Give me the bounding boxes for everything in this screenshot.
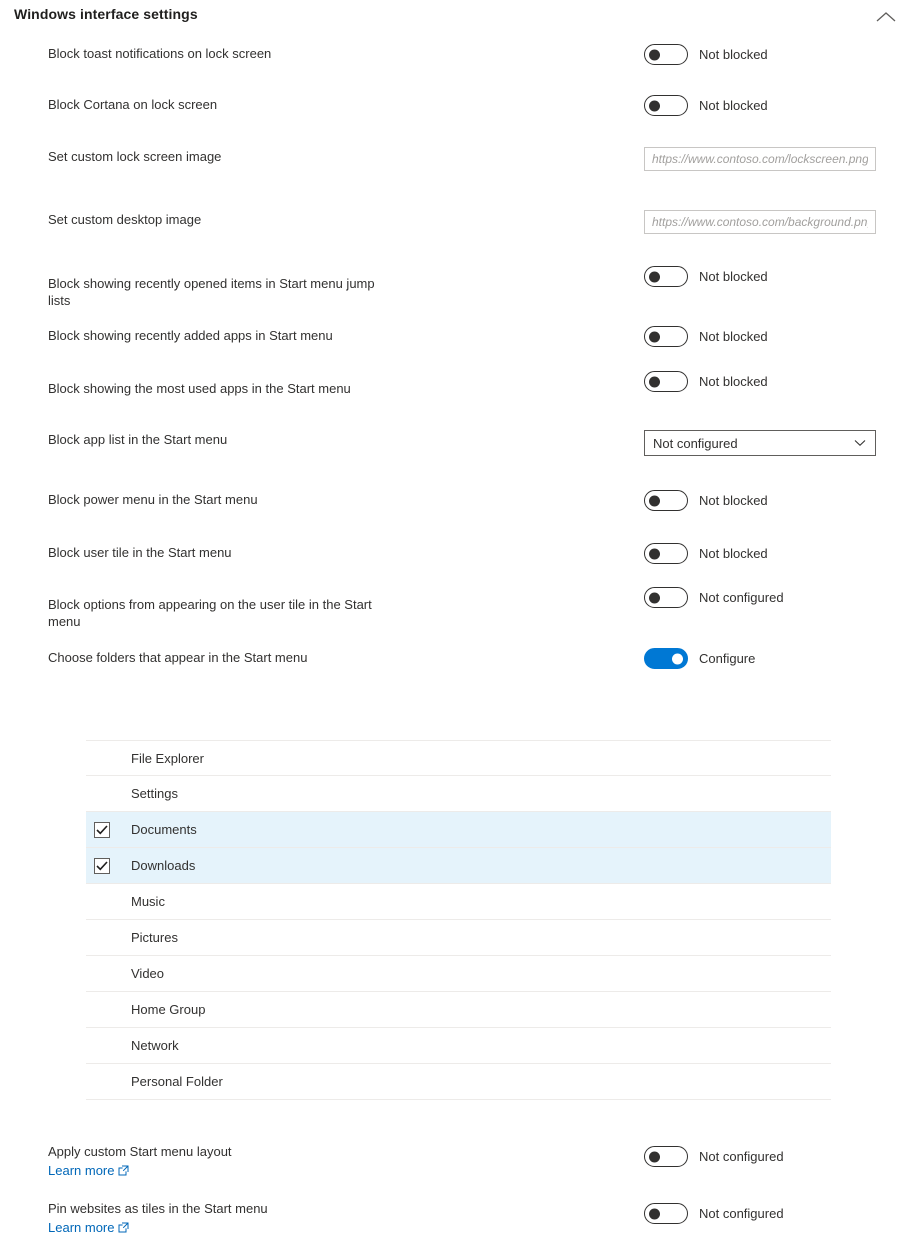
toggle-switch[interactable] [644, 648, 688, 669]
toggle-switch[interactable] [644, 1203, 688, 1224]
setting-label: Block Cortana on lock screen [48, 97, 218, 112]
list-item[interactable] [86, 920, 831, 956]
toggle-pin-websites-as-tiles[interactable] [644, 1203, 784, 1224]
toggle-block-recent-jump-lists[interactable] [644, 266, 768, 287]
toggle-block-user-tile-options[interactable] [644, 587, 784, 608]
setting-row [0, 326, 914, 362]
toggle-state-label: Not configured [699, 1149, 784, 1164]
toggle-switch[interactable] [644, 543, 688, 564]
setting-row [0, 543, 914, 579]
setting-row [0, 269, 914, 310]
folder-name: Home Group [131, 1002, 206, 1017]
folder-name: Personal Folder [131, 1074, 223, 1089]
learn-more-text: Learn more [48, 1163, 115, 1178]
bottom-settings-rows [0, 1142, 914, 1236]
folder-name: Settings [131, 786, 178, 801]
toggle-choose-start-menu-folders[interactable] [644, 648, 755, 669]
list-item[interactable] [86, 776, 831, 812]
checkbox[interactable] [94, 966, 110, 982]
start-menu-folder-list [86, 740, 831, 1100]
setting-label: Set custom lock screen image [48, 149, 222, 164]
setting-row [0, 95, 914, 131]
setting-label: Block options from appearing on the user tile in the Start menu [48, 597, 372, 629]
list-item[interactable] [86, 812, 831, 848]
chevron-up-icon[interactable] [872, 6, 900, 28]
checkbox[interactable] [94, 1038, 110, 1054]
setting-row [0, 374, 914, 415]
toggle-block-power-menu[interactable] [644, 490, 768, 511]
dropdown-block-app-list[interactable] [644, 430, 876, 456]
folder-name: Pictures [131, 930, 178, 945]
toggle-state-label: Not blocked [699, 47, 768, 62]
setting-row [0, 1199, 914, 1236]
setting-label: Block toast notifications on lock screen [48, 46, 272, 61]
setting-label: Block showing recently added apps in Start menu [48, 328, 333, 343]
external-link-icon [118, 1222, 129, 1233]
page-title: Windows interface settings [14, 6, 198, 22]
list-item[interactable] [86, 1064, 831, 1100]
folder-name: Music [131, 894, 165, 909]
checkbox[interactable] [94, 1074, 110, 1090]
setting-row [0, 210, 914, 246]
desktop-image-input[interactable] [644, 210, 876, 234]
setting-label [48, 1142, 378, 1179]
checkbox[interactable] [94, 750, 110, 766]
checkbox[interactable] [94, 786, 110, 802]
setting-row [0, 1142, 914, 1179]
toggle-switch[interactable] [644, 490, 688, 511]
toggle-state-label: Not blocked [699, 98, 768, 113]
toggle-block-user-tile[interactable] [644, 543, 768, 564]
toggle-apply-custom-start-layout[interactable] [644, 1146, 784, 1167]
list-item[interactable] [86, 992, 831, 1028]
toggle-switch[interactable] [644, 371, 688, 392]
setting-label: Choose folders that appear in the Start menu [48, 650, 308, 665]
folder-name: Video [131, 966, 165, 981]
setting-label: Block showing recently opened items in Start menu jump lists [48, 276, 375, 308]
toggle-block-most-used-apps[interactable] [644, 371, 768, 392]
setting-label: Block showing the most used apps in the Start menu [48, 381, 351, 396]
toggle-state-label: Configure [699, 651, 756, 666]
toggle-switch[interactable] [644, 587, 688, 608]
toggle-state-label: Not blocked [699, 546, 768, 561]
list-item[interactable] [86, 848, 831, 884]
list-item[interactable] [86, 1028, 831, 1064]
folder-name: Documents [131, 822, 197, 837]
lock-screen-image-input[interactable] [644, 147, 876, 171]
setting-row [0, 147, 914, 183]
toggle-switch[interactable] [644, 44, 688, 65]
list-item[interactable] [86, 740, 831, 776]
setting-label [48, 1199, 378, 1236]
setting-row [0, 648, 914, 684]
toggle-state-label: Not configured [699, 590, 784, 605]
toggle-state-label: Not blocked [699, 329, 768, 344]
toggle-switch[interactable] [644, 1146, 688, 1167]
external-link-icon [118, 1165, 129, 1176]
checkbox-checked[interactable] [94, 858, 110, 874]
setting-row [0, 44, 914, 80]
setting-row [0, 430, 914, 466]
settings-rows [0, 44, 914, 684]
toggle-state-label: Not blocked [699, 493, 768, 508]
folder-name: Network [131, 1038, 179, 1053]
setting-label-text: Apply custom Start menu layout [48, 1144, 232, 1159]
checkbox[interactable] [94, 930, 110, 946]
toggle-switch[interactable] [644, 266, 688, 287]
learn-more-link[interactable] [48, 1162, 129, 1179]
setting-label: Block app list in the Start menu [48, 432, 228, 447]
toggle-block-cortana[interactable] [644, 95, 768, 116]
folder-name: Downloads [131, 858, 196, 873]
toggle-state-label: Not configured [699, 1206, 784, 1221]
list-item[interactable] [86, 956, 831, 992]
toggle-switch[interactable] [644, 326, 688, 347]
toggle-state-label: Not blocked [699, 269, 768, 284]
checkbox[interactable] [94, 894, 110, 910]
checkbox-checked[interactable] [94, 822, 110, 838]
toggle-block-toast-notifications[interactable] [644, 44, 768, 65]
dropdown-selected-value: Not configured [653, 435, 738, 451]
learn-more-text: Learn more [48, 1220, 115, 1235]
toggle-block-recently-added-apps[interactable] [644, 326, 768, 347]
setting-row [0, 590, 914, 631]
learn-more-link[interactable] [48, 1219, 129, 1236]
chevron-down-icon [854, 439, 866, 447]
checkbox[interactable] [94, 1002, 110, 1018]
setting-label: Block power menu in the Start menu [48, 492, 258, 507]
setting-label-text: Pin websites as tiles in the Start menu [48, 1201, 268, 1216]
setting-label: Block user tile in the Start menu [48, 545, 232, 560]
toggle-state-label: Not blocked [699, 374, 768, 389]
folder-name: File Explorer [131, 750, 204, 766]
list-item[interactable] [86, 884, 831, 920]
setting-row [0, 490, 914, 526]
section-header [0, 0, 914, 28]
setting-label: Set custom desktop image [48, 212, 202, 227]
toggle-switch[interactable] [644, 95, 688, 116]
